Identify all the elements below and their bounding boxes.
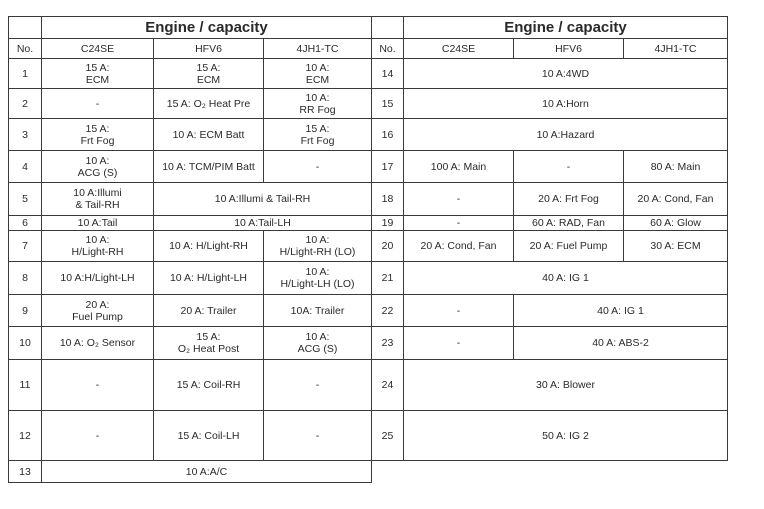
corner-cell <box>9 17 42 39</box>
fuse-no: 21 <box>372 262 404 295</box>
cell-4jh1tc: 30 A: ECM <box>624 231 728 262</box>
table-row <box>372 262 728 295</box>
table-row <box>9 89 372 119</box>
cell-all-engines: 10 A:Hazard <box>404 119 728 151</box>
table-row <box>372 411 728 461</box>
fuse-table-right <box>371 16 728 461</box>
table-row <box>372 119 728 151</box>
cell-4jh1tc: 10 A: H/Light-LH (LO) <box>264 262 372 295</box>
cell-hfv6: 15 A: Coil-RH <box>154 360 264 411</box>
col-header-no: No. <box>372 39 404 59</box>
cell-all-engines: 50 A: IG 2 <box>404 411 728 461</box>
table-row <box>9 262 372 295</box>
cell-hfv6: 10 A: ECM Batt <box>154 119 264 151</box>
cell-c24se: 10 A: O₂ Sensor <box>42 327 154 360</box>
fuse-no: 17 <box>372 151 404 183</box>
fuse-no: 2 <box>9 89 42 119</box>
table-row <box>9 295 372 327</box>
cell-hfv6-4jh1tc: 10 A:Tail-LH <box>154 216 372 231</box>
cell-c24se: - <box>404 327 514 360</box>
col-header-c24se: C24SE <box>42 39 154 59</box>
fuse-no: 19 <box>372 216 404 231</box>
cell-c24se: - <box>404 216 514 231</box>
corner-cell <box>372 17 404 39</box>
table-row <box>372 59 728 89</box>
table-row <box>9 216 372 231</box>
cell-c24se: - <box>404 183 514 216</box>
fuse-no: 5 <box>9 183 42 216</box>
table-row <box>9 119 372 151</box>
table-row <box>9 231 372 262</box>
cell-c24se: - <box>42 411 154 461</box>
table-row <box>372 360 728 411</box>
cell-hfv6: 15 A: O₂ Heat Post <box>154 327 264 360</box>
fuse-no: 16 <box>372 119 404 151</box>
cell-c24se: - <box>42 89 154 119</box>
fuse-no: 25 <box>372 411 404 461</box>
cell-hfv6-4jh1tc: 10 A:Illumi & Tail-RH <box>154 183 372 216</box>
fuse-no: 7 <box>9 231 42 262</box>
cell-4jh1tc: 15 A: Frt Fog <box>264 119 372 151</box>
col-header-4jh1tc: 4JH1-TC <box>624 39 728 59</box>
col-header-hfv6: HFV6 <box>514 39 624 59</box>
cell-hfv6: 10 A: H/Light-LH <box>154 262 264 295</box>
fuse-no: 20 <box>372 231 404 262</box>
table-row <box>372 327 728 360</box>
table-row <box>9 360 372 411</box>
fuse-no: 1 <box>9 59 42 89</box>
col-header-4jh1tc: 4JH1-TC <box>264 39 372 59</box>
table-row <box>9 461 372 483</box>
cell-4jh1tc: 10 A: RR Fog <box>264 89 372 119</box>
cell-hfv6: 15 A: Coil-LH <box>154 411 264 461</box>
cell-hfv6: 20 A: Frt Fog <box>514 183 624 216</box>
cell-hfv6: 15 A: ECM <box>154 59 264 89</box>
fuse-no: 9 <box>9 295 42 327</box>
table-row <box>372 183 728 216</box>
col-header-no: No. <box>9 39 42 59</box>
fuse-table-left <box>8 16 372 483</box>
cell-4jh1tc: 10 A: ACG (S) <box>264 327 372 360</box>
fuse-no: 11 <box>9 360 42 411</box>
table-row <box>9 183 372 216</box>
cell-c24se: 20 A: Fuel Pump <box>42 295 154 327</box>
fuse-no: 22 <box>372 295 404 327</box>
cell-4jh1tc: - <box>264 151 372 183</box>
fuse-no: 10 <box>9 327 42 360</box>
cell-4jh1tc: 10 A: H/Light-RH (LO) <box>264 231 372 262</box>
cell-c24se: 10 A:Tail <box>42 216 154 231</box>
cell-4jh1tc: 20 A: Cond, Fan <box>624 183 728 216</box>
cell-all-engines: 30 A: Blower <box>404 360 728 411</box>
cell-c24se: 10 A: H/Light-RH <box>42 231 154 262</box>
cell-4jh1tc: 10A: Trailer <box>264 295 372 327</box>
fuse-no: 18 <box>372 183 404 216</box>
fuse-no: 3 <box>9 119 42 151</box>
cell-all-engines: 10 A:4WD <box>404 59 728 89</box>
cell-hfv6: 15 A: O₂ Heat Pre <box>154 89 264 119</box>
col-header-hfv6: HFV6 <box>154 39 264 59</box>
cell-all-engines: 10 A:Horn <box>404 89 728 119</box>
fuse-no: 23 <box>372 327 404 360</box>
cell-hfv6: - <box>514 151 624 183</box>
table-title: Engine / capacity <box>42 17 372 39</box>
table-title: Engine / capacity <box>404 17 728 39</box>
cell-hfv6: 20 A: Fuel Pump <box>514 231 624 262</box>
cell-hfv6: 60 A: RAD, Fan <box>514 216 624 231</box>
table-row <box>9 327 372 360</box>
cell-c24se: 100 A: Main <box>404 151 514 183</box>
cell-c24se: - <box>42 360 154 411</box>
cell-c24se: 15 A: Frt Fog <box>42 119 154 151</box>
cell-c24se: 15 A: ECM <box>42 59 154 89</box>
fuse-no: 24 <box>372 360 404 411</box>
cell-hfv6-4jh1tc: 40 A: IG 1 <box>514 295 728 327</box>
fuse-no: 14 <box>372 59 404 89</box>
cell-all-engines: 10 A:A/C <box>42 461 372 483</box>
fuse-no: 13 <box>9 461 42 483</box>
fuse-no: 15 <box>372 89 404 119</box>
col-header-c24se: C24SE <box>404 39 514 59</box>
fuse-no: 12 <box>9 411 42 461</box>
cell-hfv6: 10 A: H/Light-RH <box>154 231 264 262</box>
fuse-no: 6 <box>9 216 42 231</box>
table-row <box>9 151 372 183</box>
cell-c24se: 10 A: ACG (S) <box>42 151 154 183</box>
cell-hfv6-4jh1tc: 40 A: ABS-2 <box>514 327 728 360</box>
cell-4jh1tc: 80 A: Main <box>624 151 728 183</box>
table-row <box>372 231 728 262</box>
fuse-no: 8 <box>9 262 42 295</box>
cell-4jh1tc: 10 A: ECM <box>264 59 372 89</box>
cell-4jh1tc: - <box>264 411 372 461</box>
table-row <box>372 216 728 231</box>
cell-all-engines: 40 A: IG 1 <box>404 262 728 295</box>
table-row <box>9 59 372 89</box>
cell-c24se: 20 A: Cond, Fan <box>404 231 514 262</box>
table-row <box>372 89 728 119</box>
cell-4jh1tc: - <box>264 360 372 411</box>
cell-hfv6: 10 A: TCM/PIM Batt <box>154 151 264 183</box>
fuse-no: 4 <box>9 151 42 183</box>
cell-c24se: 10 A:Illumi & Tail-RH <box>42 183 154 216</box>
table-row <box>9 411 372 461</box>
cell-hfv6: 20 A: Trailer <box>154 295 264 327</box>
table-row <box>372 295 728 327</box>
cell-c24se: - <box>404 295 514 327</box>
table-row <box>372 151 728 183</box>
cell-4jh1tc: 60 A: Glow <box>624 216 728 231</box>
cell-c24se: 10 A:H/Light-LH <box>42 262 154 295</box>
